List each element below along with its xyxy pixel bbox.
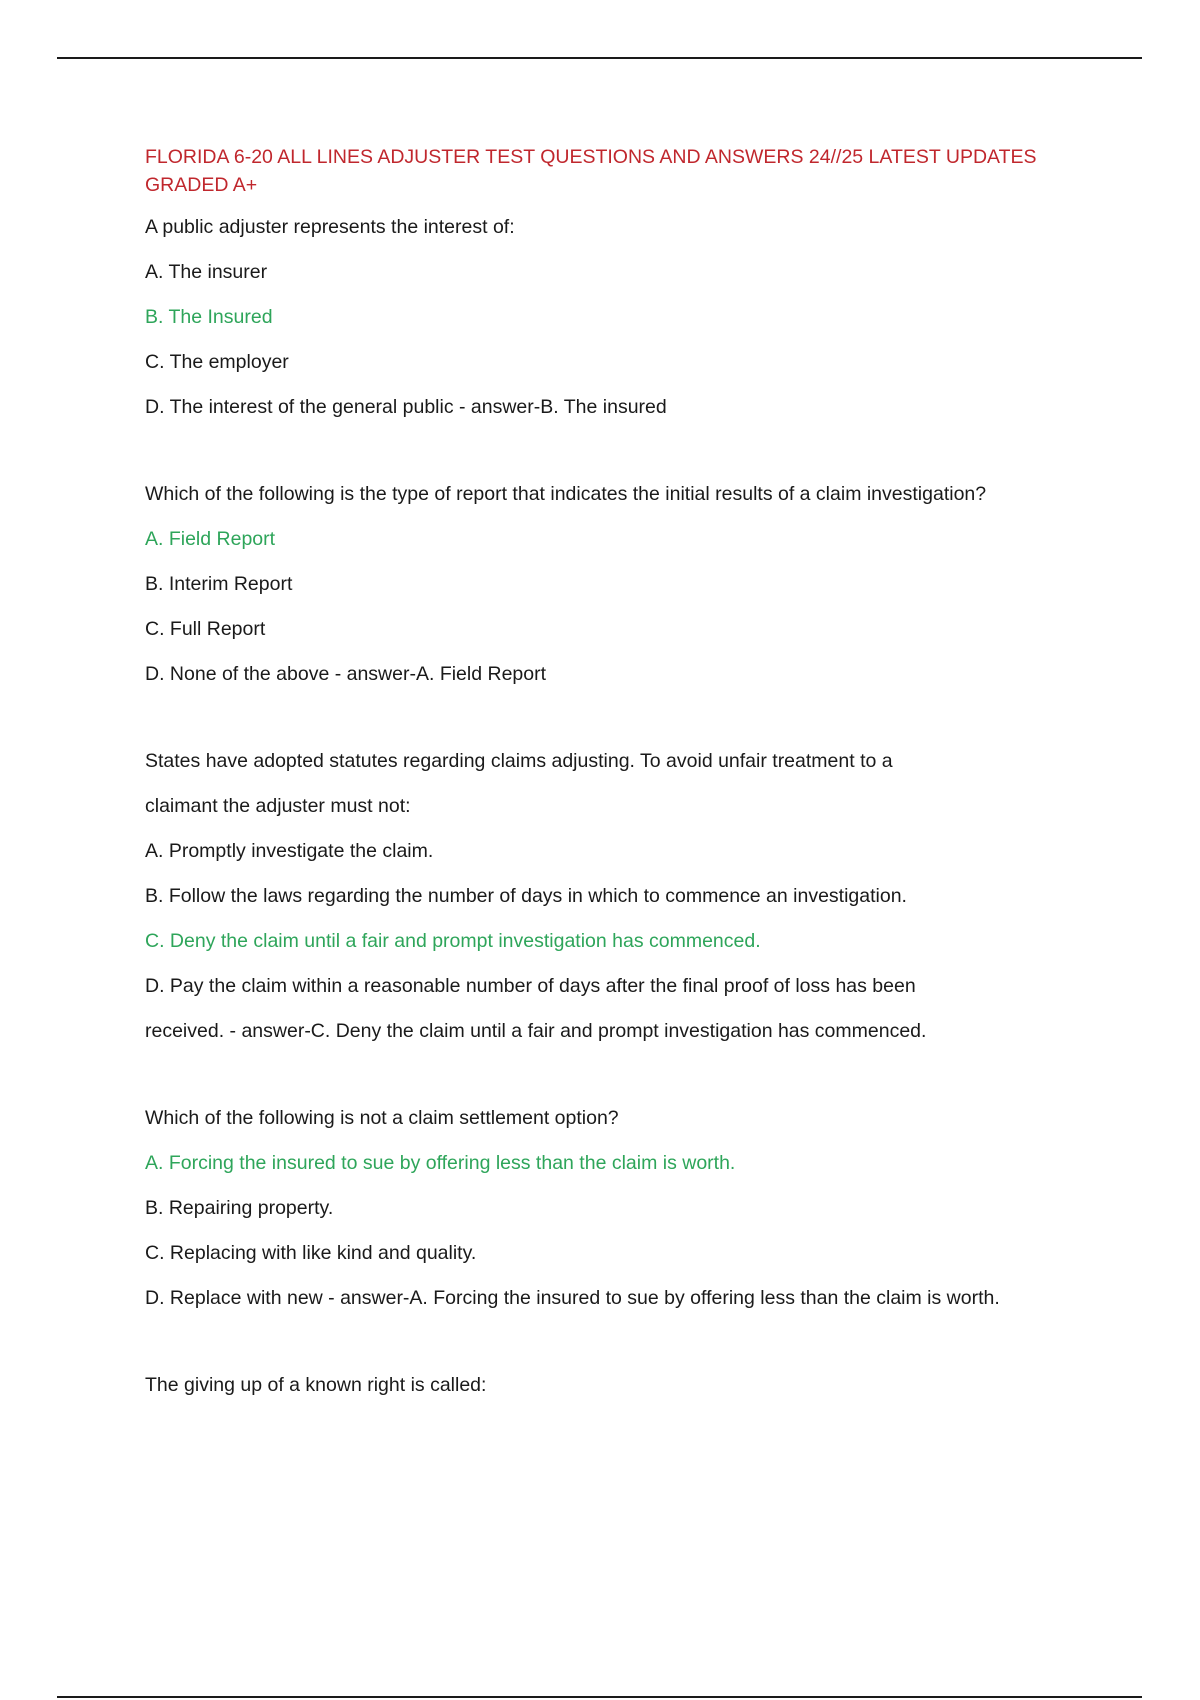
document-title: FLORIDA 6-20 ALL LINES ADJUSTER TEST QUESTIONS AND ANSWERS 24//25 LATEST UPDATES GRADED A+ [145, 146, 1037, 196]
question-prompt-continued: claimant the adjuster must not: [145, 795, 411, 817]
question-block-2 [145, 482, 1090, 686]
answer-option: B. Repairing property. [145, 1197, 334, 1219]
correct-answer-option: A. Field Report [145, 528, 276, 550]
footer-rule [57, 1696, 1142, 1698]
question-prompt: States have adopted statutes regarding claims adjusting. To avoid unfair treatment to a [145, 750, 893, 772]
answer-option: B. Follow the laws regarding the number of days in which to commence an investigation. [145, 885, 907, 907]
spacer [145, 1064, 1090, 1106]
answer-option: D. The interest of the general public - answer-B. The insured [145, 396, 667, 418]
question-block-1 [145, 215, 1090, 419]
correct-answer-option: B. The Insured [145, 306, 273, 328]
header-rule [57, 57, 1142, 59]
answer-option: A. The insurer [145, 261, 268, 283]
document-body [145, 143, 1090, 1418]
spacer [145, 1331, 1090, 1373]
answer-option: C. Full Report [145, 618, 266, 640]
correct-answer-option: A. Forcing the insured to sue by offering less than the claim is worth. [145, 1152, 736, 1174]
answer-option: D. None of the above - answer-A. Field Report [145, 663, 547, 685]
correct-answer-option: C. Deny the claim until a fair and prompt investigation has commenced. [145, 930, 761, 952]
question-block-3 [145, 749, 1090, 1043]
question-prompt: Which of the following is the type of report that indicates the initial results of a claim investigation? [145, 483, 987, 505]
answer-option: C. Replacing with like kind and quality. [145, 1242, 477, 1264]
question-prompt: A public adjuster represents the interest of: [145, 216, 515, 238]
answer-option: A. Promptly investigate the claim. [145, 840, 434, 862]
question-prompt: The giving up of a known right is called: [145, 1374, 487, 1396]
answer-option: B. Interim Report [145, 573, 293, 595]
answer-option-continued: received. - answer-C. Deny the claim until a fair and prompt investigation has commenced. [145, 1020, 927, 1042]
answer-option: C. The employer [145, 351, 289, 373]
question-prompt: Which of the following is not a claim settlement option? [145, 1107, 619, 1129]
question-block-4 [145, 1106, 1090, 1310]
spacer [145, 707, 1090, 749]
spacer [145, 440, 1090, 482]
answer-option: D. Replace with new - answer-A. Forcing the insured to sue by offering less than the claim is worth. [145, 1287, 1000, 1309]
answer-option: D. Pay the claim within a reasonable number of days after the final proof of loss has been [145, 975, 916, 997]
question-block-5 [145, 1373, 1090, 1397]
